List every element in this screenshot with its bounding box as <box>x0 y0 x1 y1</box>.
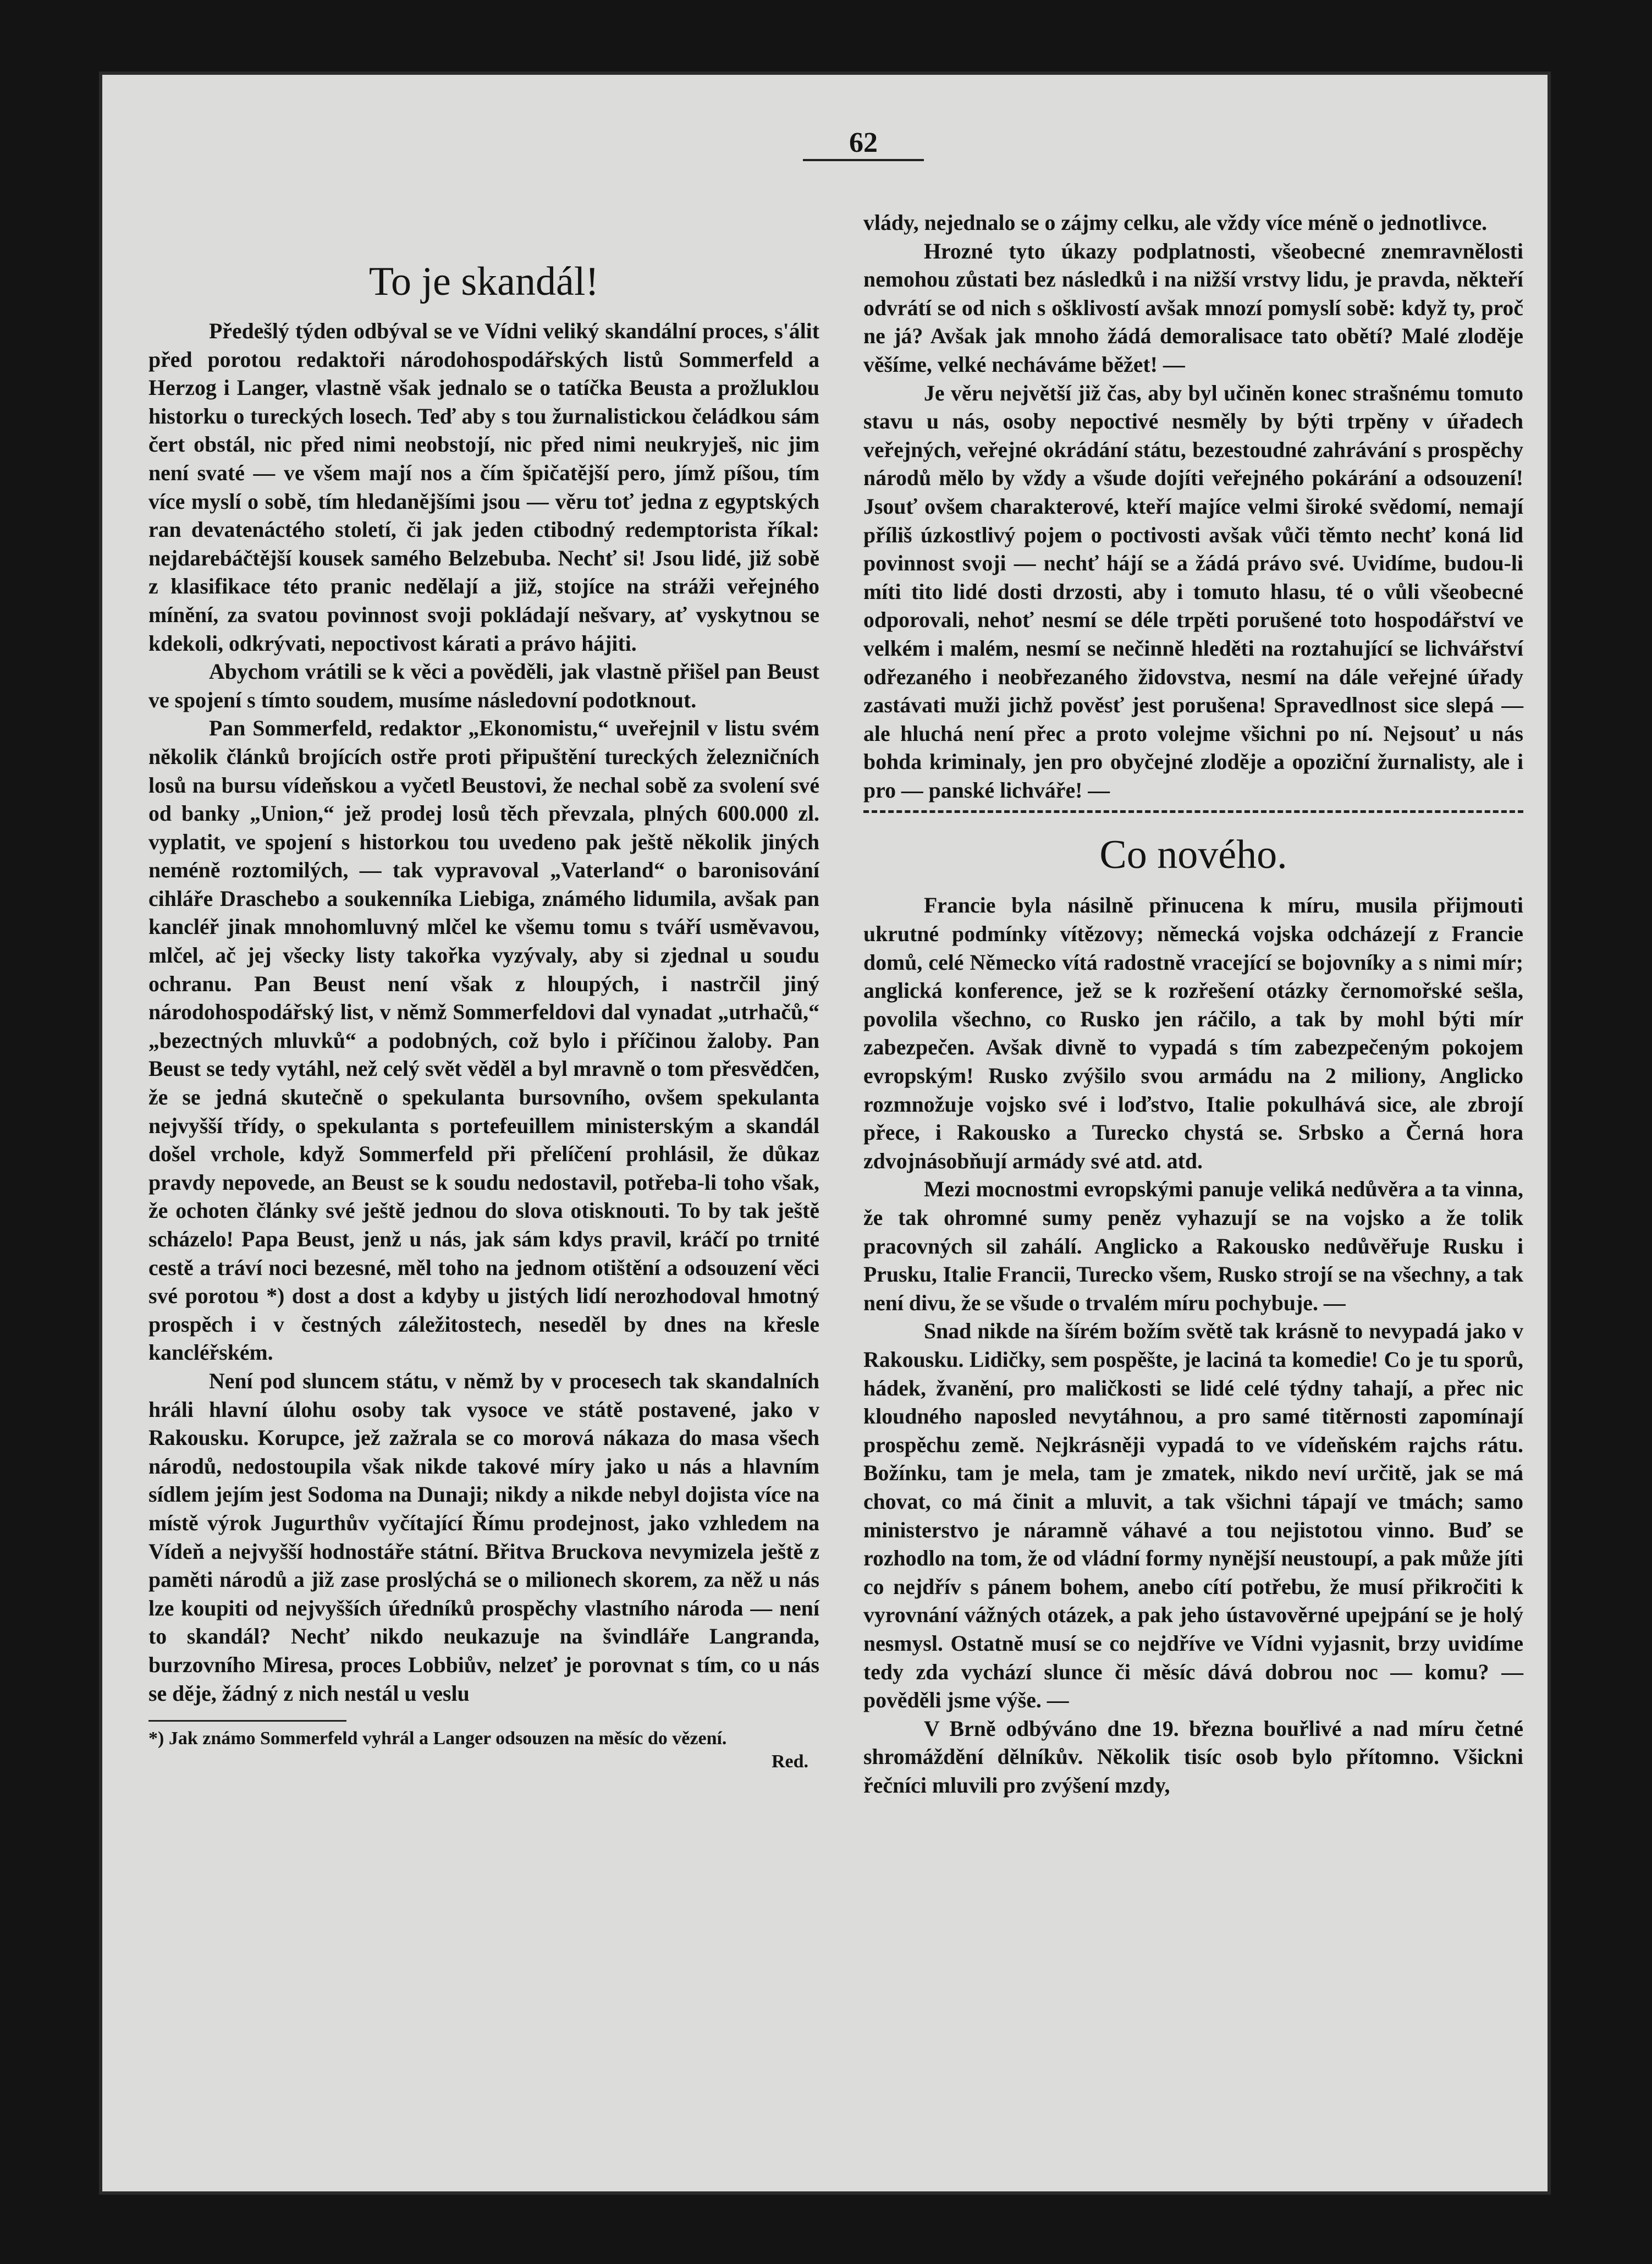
article-paragraph: Pan Sommerfeld, redaktor „Ekonomistu,“ uveřejnil v listu svém několik článků brojících ostře proti připuštění tureckých železničních losů na bursu vídeňskou a vyčetl Beustovi, že nechal sobě za svolení své od banky „Union,“ jež prodej losů těch převzala, plných 600.000 zl. vyplatit, ve spojení s historkou tou uvedeno pak ještě několik jiných neméně roztomilých, — tak vypravoval „Vaterland“ o baronisování cihláře Draschebo a soukenníka Liebiga, známého lidumila, avšak pan kancléř jinak mnohomluvný mlčel ke všemu tomu s tváří usměvavou, mlčel, ač jej všecky listy takořka vyzývaly, aby si zjednal u soudu ochranu. Pan Beust není však z hloupých, i nastrčil jiný národohospodářský list, v němž Sommerfeldovi dal vynadat „utrhačů,“ „bezectných mluvků“ a podobných, což bylo i příčinou žaloby. Pan Beust se tedy vytáhl, než celý svět věděl a byl mravně o tom přesvědčen, že se jedná skutečně o spekulanta bursovního, ovšem spekulanta nejvyšší třídy, o spekulanta s portefeuillem ministerským a skandál došel vrchole, když Sommerfeld při přelíčení prohlásil, že důkaz pravdy nepovede, an Beust se k soudu nedostavil, potřeba-li toho však, že ochoten články své ještě jednou do slova otisknouti. To by tak ještě scházelo! Papa Beust, jenž u nás, jak sám kdys pravil, kráčí po trnité cestě a tráví noci bezesné, měl toho na jednom otištění a odsouzení věci své porotou *) dost a dost a kdyby u jistých lidí nerozhodoval hmotný prospěch i v čestných záležitostech, neseděl by dnes na křesle kancléřském. <box>148 716 819 1365</box>
news-paragraph: Francie byla násilně přinucena k míru, musila přijmouti ukrutné podmínky vítězovy; německá vojska odcházejí z Francie domů, celé Německo vítá radostně vracející se bojovníky a s nimi mír; anglická konference, jež se k rozřešení otázky černomořské sešla, povolila všechno, co Rusko jen ráčilo, a tak by mohl býti mír zabezpečen. Avšak divně to vypadá s tím zabezpečeným pokojem evropským! Rusko zvýšilo svou armádu na 2 miliony, Anglicko rozmnožuje vojsko své i loďstvo, Italie pokulhává sice, ale zbrojí přece, i Rakousko a Turecko chystá se. Srbsko a Černá hora zdvojnásobňují armády své atd. atd. <box>863 893 1523 1173</box>
footnote-signature: Red. <box>771 1751 808 1772</box>
left-column <box>148 209 819 1773</box>
footnote-text: *) Jak známo Sommerfeld vyhrál a Langer odsouzen na měsíc do vězení. <box>148 1728 727 1749</box>
article-title-skandal: To je skandál! <box>368 259 599 304</box>
article-paragraph: Předešlý týden odbýval se ve Vídni veliký skandální proces, s'álit před porotou redaktoři národohospodářských listů Sommerfeld a Herzog i Langer, vlastně však jednalo se o tatíčka Beusta a prožluklou historku o tureckých losech. Teď aby s tou žurnalistickou čeládkou sám čert obstál, nic před nimi neobstojí, nic před nimi neukryješ, nic jim není svaté — ve všem mají nos a čím špičatější pero, jímž píšou, tím více myslí o sobě, tím hledanějšími jsou — věru toť jedna z egyptských ran devatenáctého století, či jak jeden ctibodný redemptorista říkal: nejdarebáčtější kousek samého Belzebuba. Nechť si! Jsou lidé, již sobě z klasifikace této pranic nedělají a již, stojíce na stráži veřejného mínění, za svatou povinnost svoji pokládají nešvary, ať vyskytnou se kdekoli, odkrývati, nepoctivost kárati a právo hájiti. <box>148 319 819 656</box>
article-paragraph: vlády, nejednalo se o zájmy celku, ale vždy více méně o jednotlivce. <box>863 211 1488 235</box>
footnote <box>148 1727 819 1773</box>
news-paragraph: V Brně odbýváno dne 19. března bouřlivé a nad míru četné shromáždění dělníkův. Několik tisíc osob bylo přítomno. Všickni řečníci mluvili pro zvýšení mzdy, <box>863 1716 1523 1798</box>
article-paragraph: Je věru největší již čas, aby byl učiněn konec strašnému tomuto stavu u nás, osoby nepoctivé nesměly by býti trpěny v úřadech veřejných, veřejné okrádání státu, bezestoudné zahrávání s prospěchy národů mělo by vždy a všude dojíti veřejného pokárání a odsouzení! Jsouť ovšem charakterové, kteří majíce velmi široké svědomí, nemají příliš úzkostlivý pojem o poctivosti avšak vůči těmto nechť koná lid povinnost svoji — nechť hájí se a žádá právo své. Uvidíme, budou-li míti tito lidé dosti drzosti, aby i tomuto hlasu, té o vůli všeobecné odporovali, nehoť nesmí se déle trpěti porušené toto hospodářství ve velkém i malém, nesmí se nečinně hleděti na roztahující se lichvářství odřezaného i neobřezaného židovstva, nesmí na dále veřejné úřady zastávati muži jichž pověsť jest porušena! Spravedlnost sice slepá — ale hluchá není přec a proto volejme všichni po ní. Nejsouť u nás bohda kriminaly, jen pro obyčejné zloděje a opoziční žurnalisty, ale i pro — panské lichváře! — <box>863 381 1523 803</box>
page-number: 62 <box>803 127 924 161</box>
article-paragraph: Hrozné tyto úkazy podplatnosti, všeobecné znemravnělosti nemohou zůstati bez následků i na nižší vrstvy lidu, je pravda, někteří odvrátí se od nich s ošklivostí avšak mnozí pomyslí sobě: když ty, proč ne já? Avšak jak mnoho žádá demoralisace tato obětí? Malé zloděje věšíme, velké necháváme běžet! — <box>863 239 1523 377</box>
footnote-divider <box>148 1720 346 1722</box>
news-paragraph: Mezi mocnostmi evropskými panuje veliká nedůvěra a ta vinna, že tak ohromné sumy peněz vyhazují se na vojsko a že tolik pracovných sil zahálí. Anglicko a Rakousko nedůvěřuje Rusku i Prusku, Italie Francii, Turecko všem, Rusko strojí se na všechny, a tak není divu, že se všude o trvalém míru pochybuje. — <box>863 1177 1523 1315</box>
article-paragraph: Není pod sluncem státu, v němž by v procesech tak skandalních hráli hlavní úlohu osoby tak vysoce ve státě postavené, jako v Rakousku. Korupce, jež zažrala se co morová nákaza do masa všech národů, nedostoupila však nikde takové míry jako u nás a hlavním sídlem jejím jest Sodoma na Dunaji; nikdy a nikde nebyl dojista více na místě výrok Jugurthův vyčítající Římu prodejnost, jako vzhledem na Vídeň a nejvyšší hodnostáře státní. Břitva Bruckova nevymizela ještě z paměti národů a již zase proslýchá se o milionech skorem, za něž u nás lze koupiti od nejvyšších úředníků prospěchy vlastního národa — není to skandál? Nechť nikdo neukazuje na švindláře Langranda, burzovního Miresa, proces Lobbiův, nelzeť je porovnat s tím, co u nás se děje, žádný z nich nestál u veslu <box>148 1369 819 1706</box>
right-column <box>863 209 1523 1800</box>
news-paragraph: Snad nikde na šírém božím světě tak krásně to nevypadá jako v Rakousku. Lidičky, sem pospěšte, je laciná ta komedie! Co je tu sporů, hádek, žvanění, pro maličkosti se lidé celé týdny tahají, a přec nic kloudného naposled nevytáhnou, a pro samé titěrnosti zapomínají prospěchu země. Nejkrásněji vypadá to ve vídeňském rajchs rátu. Božínku, tam je mela, tam je zmatek, nikdo neví určitě, jak se má chovat, co má činit a mluvit, a tak všichni tápají ve tmách; samo ministerstvo je náramně váhavé a tou nejistotou vinno. Buď se rozhodlo na tom, že od vládní formy nynější neustoupí, a pak může jíti co nejdřív s pánem bohem, anebo cítí potřebu, že musí přikročiti k vyrovnání vážných otázek, a pak jeho ústavověrné upejpání se je holý nesmysl. Ostatně musí se co nejdříve ve Vídni vyjasnit, brzy uvidíme tedy zda vychází slunce či měsíc dává dobrou noc — komu? — pověděli jsme výše. — <box>863 1319 1523 1713</box>
section-title-co-noveho: Co nového. <box>1099 832 1287 878</box>
newspaper-page <box>99 72 1551 2195</box>
section-divider <box>863 810 1523 813</box>
article-paragraph: Abychom vrátili se k věci a pověděli, jak vlastně přišel pan Beust ve spojení s tímto soudem, musíme následovní podotknout. <box>148 660 819 712</box>
